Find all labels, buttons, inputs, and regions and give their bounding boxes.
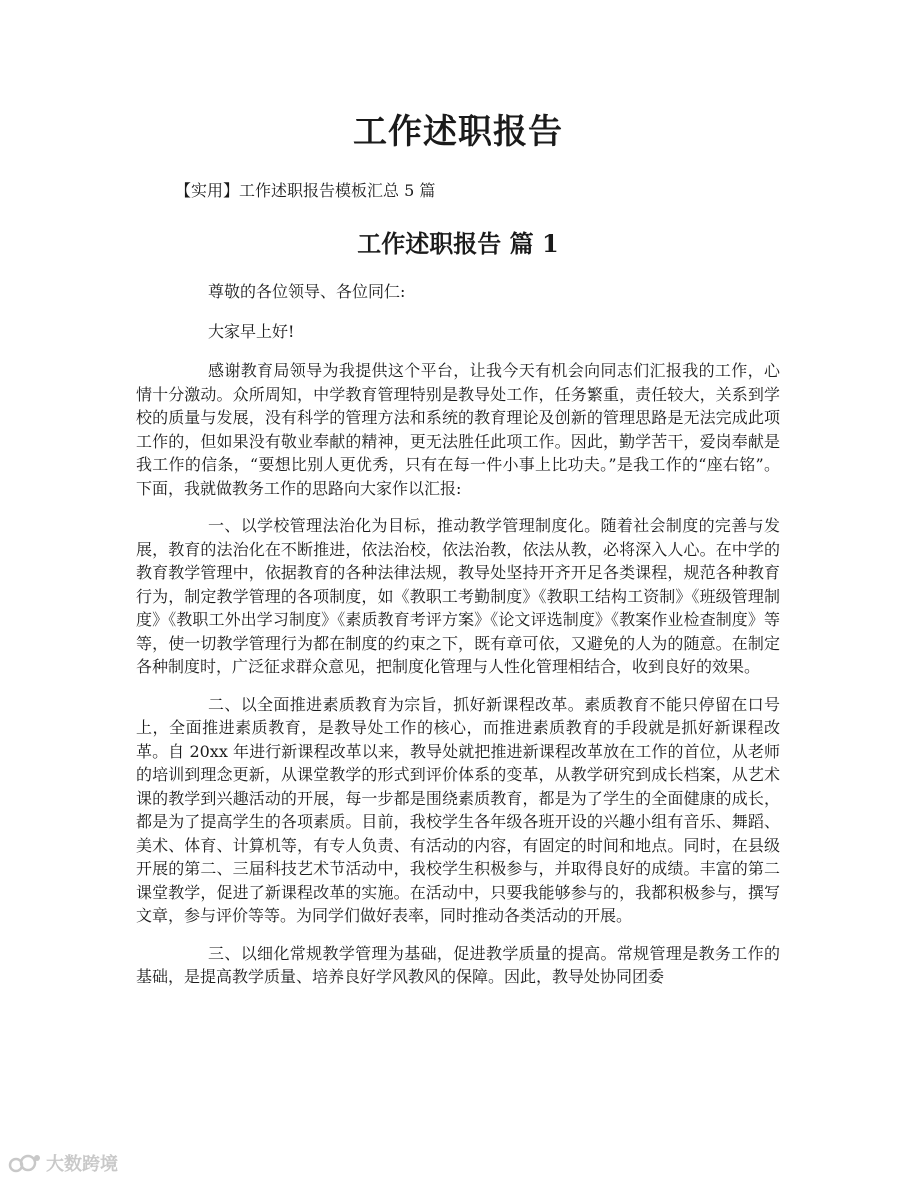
intro-paragraph: 感谢教育局领导为我提供这个平台，让我今天有机会向同志们汇报我的工作，心情十分激动。众所周知，中学教育管理特别是教导处工作，任务繁重，责任较大，关系到学校的质量与发展，没有科学的管理方法和系统的教育理论及创新的管理思路是无法完成此项工作的，但如果没有敬业奉献的精神，更无法胜任此项工作。因此，勤学苦干，爱岗奉献是我工作的信条，“要想比别人更优秀，只有在每一件小事上比功夫。”是我工作的“座右铭”。下面，我就做教务工作的思路向大家作以汇报: (136, 361, 780, 498)
section-three-paragraph: 三、以细化常规教学管理为基础，促进教学质量的提高。常规管理是教务工作的基础，是提高教学质量、培养良好学风教风的保障。因此，教导处协同团委 (136, 943, 780, 986)
section-title: 工作述职报告 篇 1 (357, 229, 559, 258)
section-one-paragraph: 一、以学校管理法治化为目标，推动教学管理制度化。随着社会制度的完善与发展，教育的法治化在不断推进，依法治校，依法治教，依法从教，必将深入人心。在中学的教育教学管理中，依据教育的各种法律法规，教导处坚持开齐开足各类课程，规范各种教育行为，制定教学管理的各项制度，如《教职工考勤制度》《教职工结构工资制》《班级管理制度》《教职工外出学习制度》《素质教育考评方案》《论文评选制度》《教案作业检查制度》等等，使一切教学管理行为都在制度的约束之下，既有章可依，又避免的人为的随意。在制定各种制度时，广泛征求群众意见，把制度化管理与人性化管理相结合，收到良好的效果。 (136, 516, 780, 676)
document-title: 工作述职报告 (353, 112, 563, 152)
watermark-logo-icon (8, 1152, 42, 1174)
greeting-paragraph: 大家早上好! (208, 321, 295, 341)
document-body (136, 280, 780, 1003)
document-subtitle: 【实用】工作述职报告模板汇总 5 篇 (175, 181, 436, 200)
salutation-paragraph: 尊敬的各位领导、各位同仁: (208, 282, 406, 301)
section-two-paragraph: 二、以全面推进素质教育为宗旨，抓好新课程改革。素质教育不能只停留在口号上，全面推进素质教育，是教导处工作的核心，而推进素质教育的手段就是抓好新课程改革。自 20xx 年进行新课程改革以来，教导处就把推进新课程改革放在工作的首位，从老师的培训到理念更新，从课堂教学的形式到评价体系的变革，从教学研究到成长档案，从艺术课的教学到兴趣活动的开展，每一步都是围绕素质教育，都是为了学生的全面健康的成长，都是为了提高学生的各项素质。目前，我校学生各年级各班开设的兴趣小组有音乐、舞蹈、美术、体育、计算机等，有专人负责、有活动的内容，有固定的时间和地点。同时，在县级开展的第二、三届科技艺术节活动中，我校学生积极参与，并取得良好的成绩。丰富的第二课堂教学，促进了新课程改革的实施。在活动中，只要我能够参与的，我都积极参与，撰写文章，参与评价等等。为同学们做好表率，同时推动各类活动的开展。 (136, 694, 780, 925)
watermark (8, 1150, 118, 1176)
watermark-text: 大数跨境 (46, 1154, 118, 1175)
